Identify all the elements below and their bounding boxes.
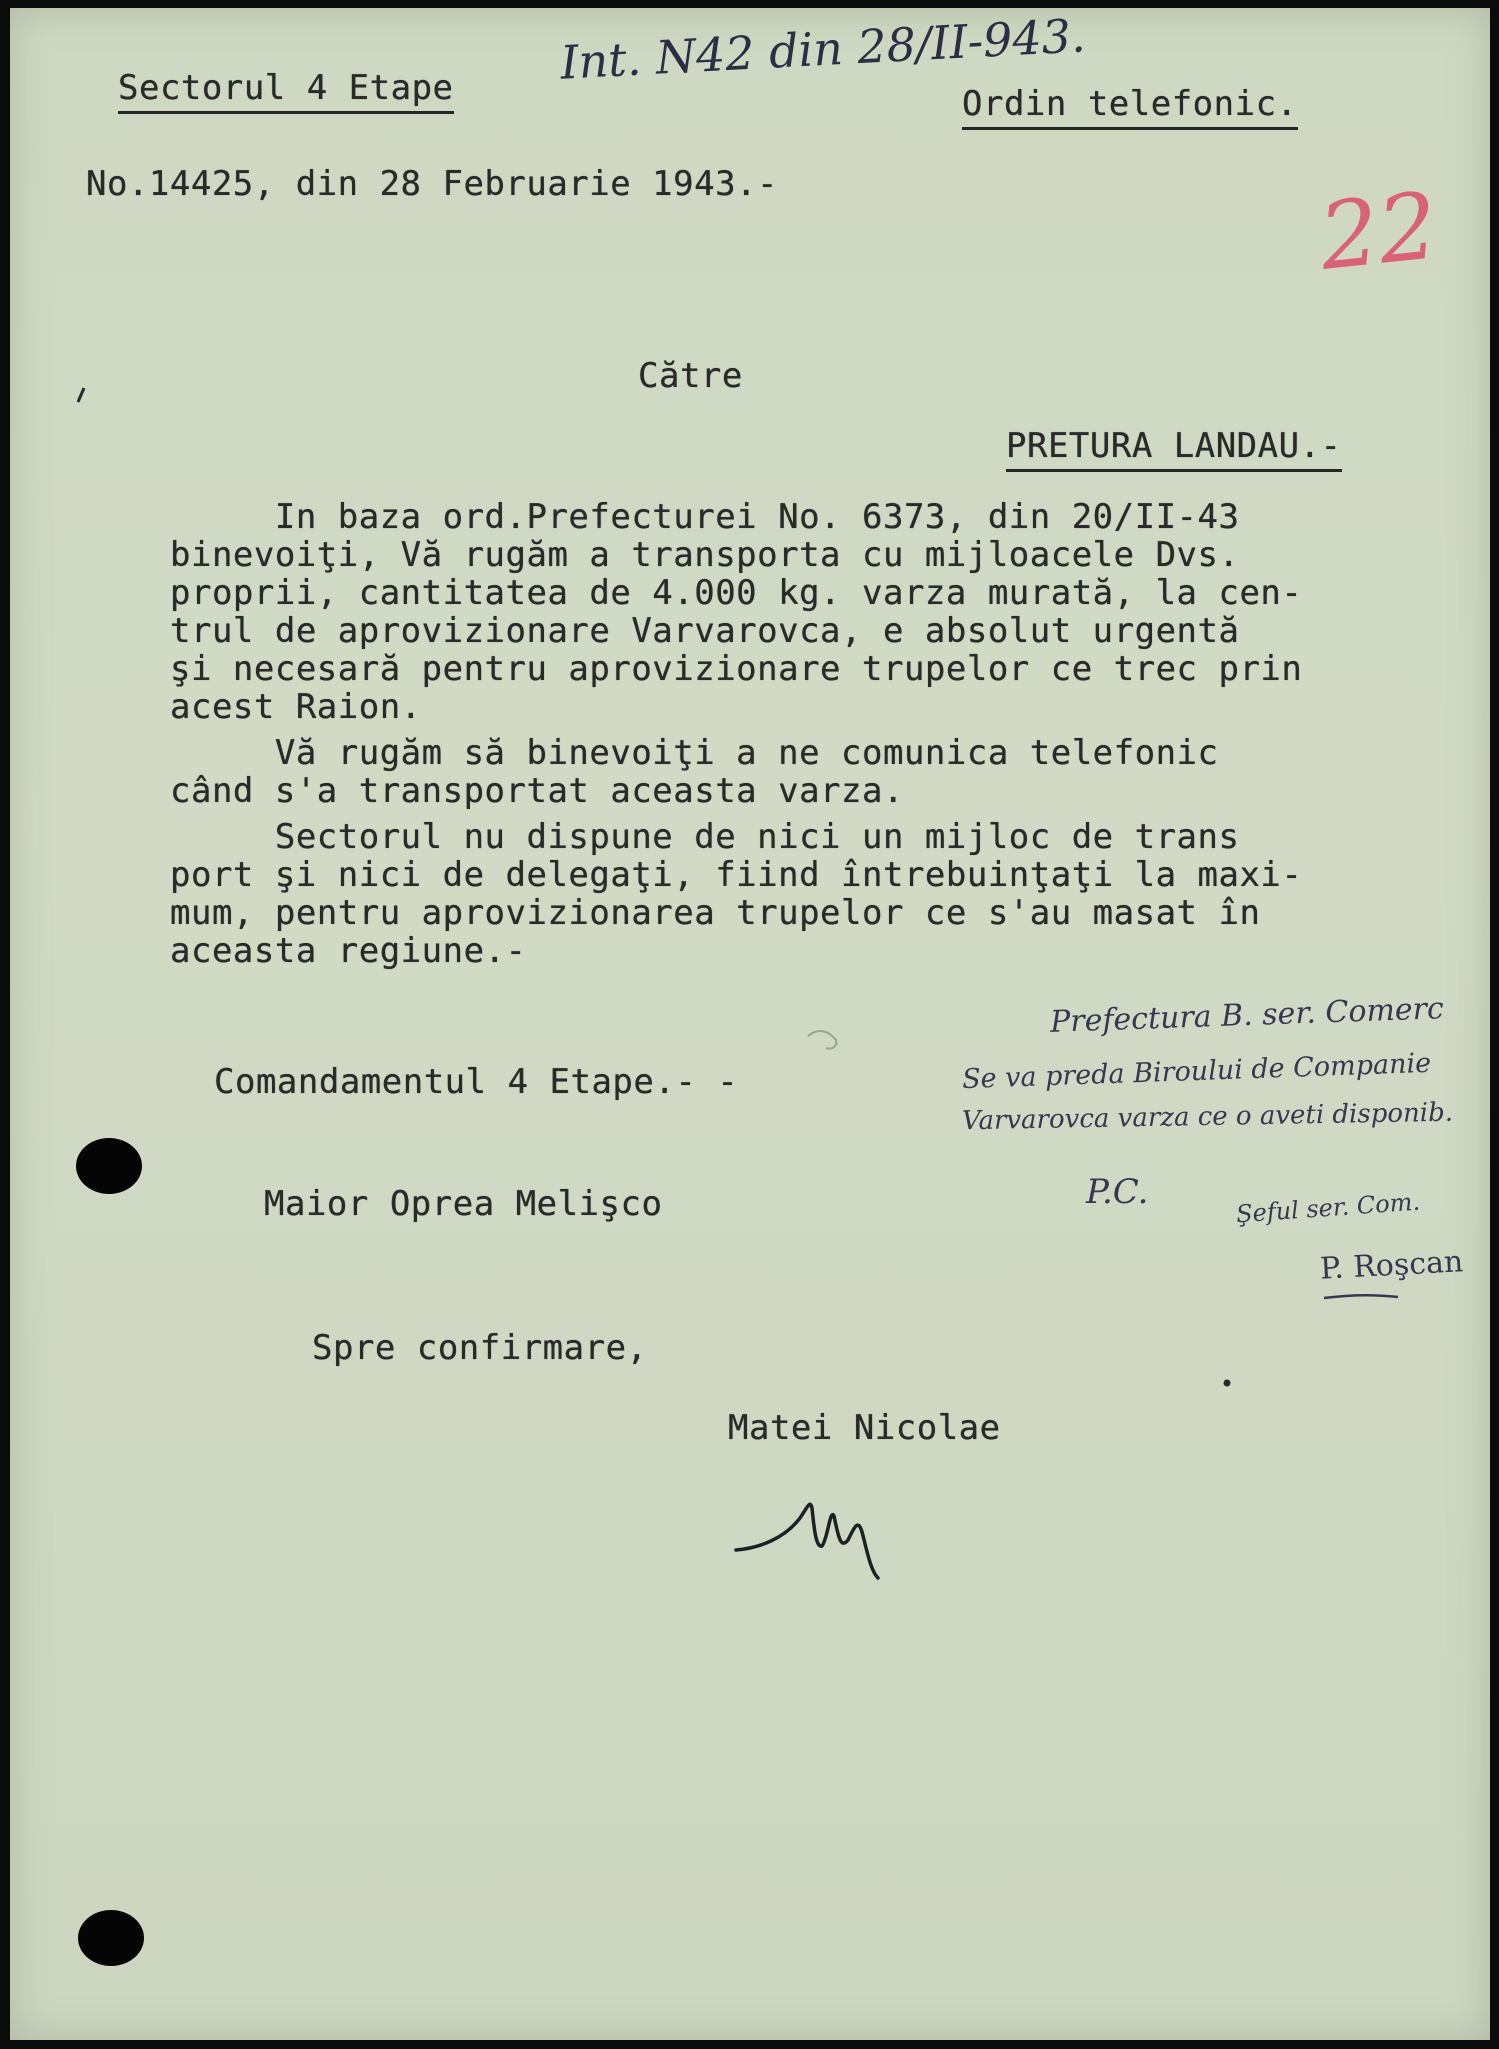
handwritten-note-line-2: Se va preda Biroului de Companie <box>961 1047 1432 1096</box>
handwritten-initials: P.C. <box>1086 1172 1149 1212</box>
body-line: binevoiţi, Vă rugăm a transporta cu mijloacele Dvs. <box>170 535 1240 575</box>
body-line: port şi nici de delegaţi, fiind întrebuinţaţi la maxi- <box>170 855 1303 895</box>
signer-name: Matei Nicolae <box>728 1408 1001 1448</box>
margin-tick-mark <box>72 386 92 406</box>
officer-name: Maior Oprea Melişco <box>264 1184 663 1224</box>
body-line: când s'a transportat aceasta varza. <box>170 771 904 811</box>
body-line: aceasta regiune.- <box>170 931 527 971</box>
body-line: proprii, cantitatea de 4.000 kg. varza murată, la cen- <box>170 573 1303 613</box>
order-type-heading: Ordin telefonic. <box>962 84 1298 130</box>
signature-scribble <box>730 1478 930 1598</box>
body-line: mum, pentru aprovizionarea trupelor ce s'au masat în <box>170 893 1261 933</box>
body-line: Sectorul nu dispune de nici un mijloc de trans <box>170 817 1240 857</box>
body-line: trul de aprovizionare Varvarovca, e absolut urgentă <box>170 611 1240 651</box>
addressee-label: Către <box>638 356 743 396</box>
confirmation-label: Spre confirmare, <box>312 1328 648 1368</box>
ink-dot <box>1222 1378 1232 1388</box>
handwritten-registration: Int. N42 din 28/II-943. <box>558 8 1087 90</box>
red-page-number: 22 <box>1314 172 1443 291</box>
punch-hole-bottom <box>78 1910 144 1966</box>
body-line: şi necesară pentru aprovizionare trupelor ce trec prin <box>170 649 1303 689</box>
recipient-name: PRETURA LANDAU.- <box>1006 426 1342 472</box>
faint-pencil-mark <box>806 1026 846 1056</box>
handwritten-note-line-1: Prefectura B. ser. Comerc <box>1049 991 1445 1040</box>
punch-hole-top <box>76 1138 142 1194</box>
handwritten-note-line-3: Varvarovca varza ce o aveti disponib. <box>961 1097 1454 1137</box>
signature-underline <box>1322 1292 1402 1302</box>
body-line: In baza ord.Prefecturei No. 6373, din 20/II-43 <box>170 497 1240 537</box>
body-line: acest Raion. <box>170 687 422 727</box>
sector-heading: Sectorul 4 Etape <box>118 68 454 114</box>
body-line: Vă rugăm să binevoiţi a ne comunica telefonic <box>170 733 1219 773</box>
command-signature-line: Comandamentul 4 Etape.- - <box>214 1062 739 1102</box>
document-number-date: No.14425, din 28 Februarie 1943.- <box>86 164 779 204</box>
handwritten-chief-title: Şeful ser. Com. <box>1235 1187 1421 1229</box>
document-page <box>10 8 1490 2040</box>
handwritten-signature: P. Roşcan <box>1319 1244 1465 1287</box>
